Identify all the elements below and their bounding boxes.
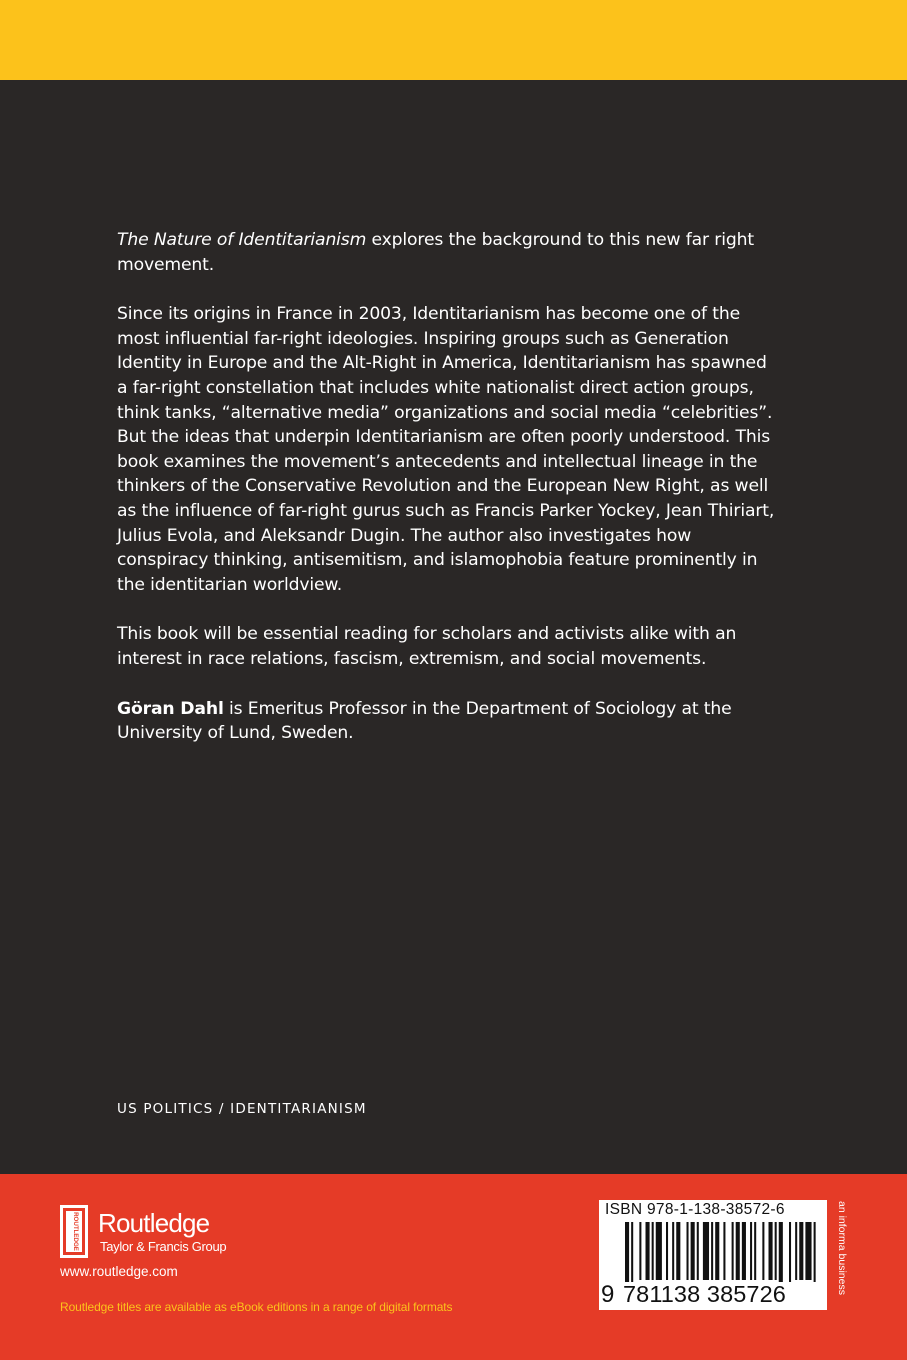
audience-paragraph: This book will be essential reading for scholars and activists alike with an interest in race relations, fascism, extremism, and social movements.: [117, 624, 737, 669]
barcode-bar: [805, 1222, 811, 1280]
author-bio: is Emeritus Professor in the Department of Sociology at the University of Lund, Sweden.: [117, 698, 732, 744]
isbn-barcode: [599, 1200, 827, 1310]
barcode-bar: [646, 1222, 650, 1280]
publisher-url[interactable]: www.routledge.com: [60, 1264, 178, 1279]
barcode-bar: [652, 1222, 654, 1280]
book-title: The Nature of Identitarianism: [117, 230, 367, 250]
barcode-bar: [732, 1222, 734, 1280]
routledge-logo: [60, 1205, 280, 1260]
barcode-bar: [775, 1222, 777, 1280]
ebook-availability-note: Routledge titles are available as eBook editions in a range of digital formats: [60, 1300, 453, 1314]
barcode-bar: [789, 1222, 791, 1282]
isbn-label: ISBN 978-1-138-38572-6: [605, 1201, 785, 1218]
barcode-digits: 781138 385726: [623, 1281, 786, 1307]
barcode-bar: [625, 1222, 629, 1282]
barcode-bar: [814, 1222, 816, 1282]
barcode-bar: [703, 1222, 709, 1280]
barcode-bar: [656, 1222, 662, 1280]
logo-mark-text: ROUTLEDGE: [72, 1212, 79, 1251]
barcode-bar: [687, 1222, 689, 1280]
intro-paragraph: [117, 228, 777, 277]
author-bio-paragraph: [117, 697, 777, 746]
barcode-bar: [676, 1222, 680, 1280]
barcode-bar: [769, 1222, 773, 1280]
description-block: [117, 228, 777, 771]
barcode-bar: [666, 1222, 668, 1280]
barcode-bar: [631, 1222, 633, 1282]
routledge-logo-mark: [60, 1205, 88, 1258]
barcode-bar: [715, 1222, 719, 1280]
barcode-bar: [750, 1222, 752, 1280]
barcode-first-digit: 9: [601, 1281, 615, 1308]
barcode-bar: [723, 1222, 725, 1280]
informa-tagline: an informa business: [836, 1201, 848, 1295]
barcode-bar: [736, 1222, 740, 1280]
barcode-bar: [795, 1222, 797, 1280]
barcode-bars: [599, 1222, 827, 1282]
author-name: Göran Dahl: [117, 698, 224, 719]
barcode-bar: [711, 1222, 713, 1280]
top-color-band: [0, 0, 907, 80]
barcode-bar: [697, 1222, 699, 1280]
barcode-bar: [799, 1222, 803, 1280]
barcode-bar: [639, 1222, 641, 1280]
barcode-bar: [691, 1222, 695, 1280]
subject-category: US POLITICS / IDENTITARIANISM: [117, 1101, 367, 1117]
intro-text: explores the background to this new far right movement.: [117, 230, 754, 275]
barcode-bar: [742, 1222, 746, 1280]
synopsis-paragraph: Since its origins in France in 2003, Identitarianism has become one of the most influential far-right ideologies. Inspiring groups such as Generation Identity in Europe and the Alt-Right in America, Identitarianism has spawned a far-right constellation that includes white nationalist direct action groups, think tanks, “alternative media” organizations and social media “celebrities”. But the ideas that underpin Identitarianism are often poorly understood. This book examines the movement’s antecedents and intellectual lineage in the thinkers of the Conservative Revolution and the European New Right, as well as the influence of far-right gurus such as Francis Parker Yockey, Jean Thiriart, Julius Evola, and Aleksandr Dugin. The author also investigates how conspiracy thinking, antisemitism, and islamophobia feature prominently in the identitarian worldview.: [117, 304, 775, 595]
barcode-bar: [762, 1222, 764, 1280]
barcode-bar: [672, 1222, 674, 1280]
publisher-group: Taylor & Francis Group: [100, 1239, 227, 1254]
publisher-name: Routledge: [98, 1208, 210, 1238]
barcode-bar: [779, 1222, 783, 1282]
barcode-bar: [754, 1222, 756, 1280]
